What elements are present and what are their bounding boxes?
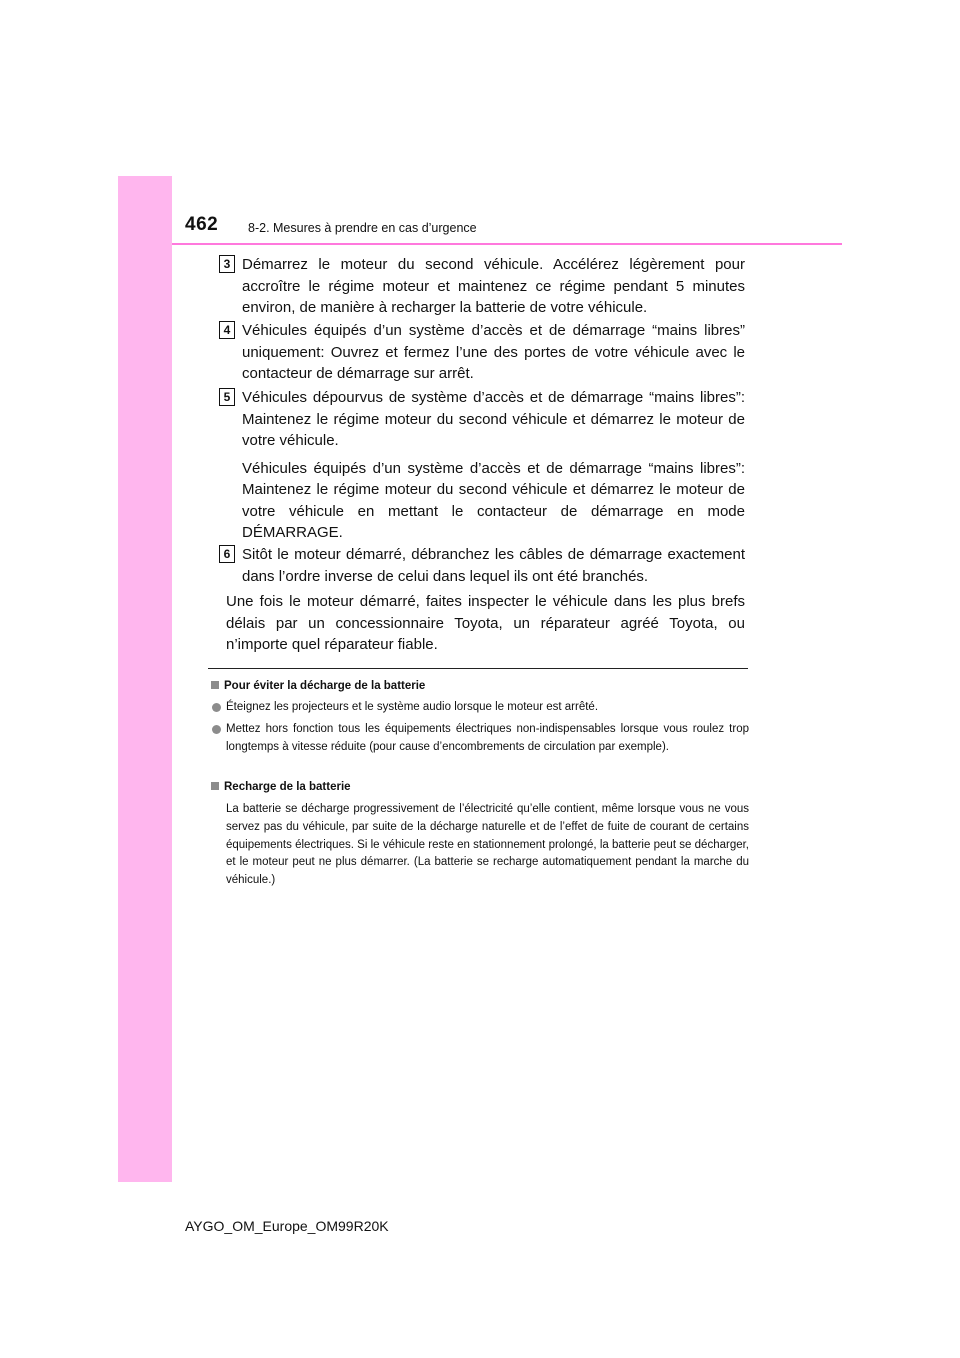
note-heading-text: Pour éviter la décharge de la batterie <box>224 680 426 692</box>
step-text: Démarrez le moteur du second véhicule. Accélérez légèrement pour accroître le régime moteur et maintenez ce régime pendant 5 minutes environ, de manière à recharger la batterie de votre véhicule. <box>242 256 745 316</box>
notes-divider <box>208 668 748 669</box>
note-bullet-text: Mettez hors fonction tous les équipements électriques non-indispensables lorsque vous roulez trop longtemps à vitesse réduite (pour cause d’encombrements de circulation par exemple). <box>226 723 749 753</box>
chapter-sidebar-tab <box>118 176 172 1182</box>
page-number: 462 <box>185 214 219 235</box>
note-body-recharge: La batterie se décharge progressivement de l’électricité qu’elle contient, même lorsque vous ne vous servez pas du véhicule, par suite de la décharge naturelle et de l’effet de fuite de courant de certains équipements électriques. Si le véhicule reste en stationnement prolongé, la batterie peut se décharger, et le moteur peut ne plus démarrer. (La batterie se recharge automatiquement pendant la marche du véhicule.) <box>226 803 749 887</box>
step-5 <box>219 387 745 544</box>
step-text: Véhicules dépourvus de système d’accès et de démarrage “mains libres”: Maintenez le régime moteur du second véhicule et démarrez le moteur de votre véhicule. <box>242 389 745 449</box>
square-bullet-icon <box>211 782 219 790</box>
step-number-badge: 3 <box>219 255 235 273</box>
step-6 <box>219 544 745 587</box>
footer-doc-id: AYGO_OM_Europe_OM99R20K <box>185 1218 389 1234</box>
section-title: 8-2. Mesures à prendre en cas d’urgence <box>248 221 477 235</box>
circle-bullet-icon <box>212 703 221 712</box>
note-bullet <box>212 699 749 717</box>
step-number-badge: 6 <box>219 545 235 563</box>
step-text: Sitôt le moteur démarré, débranchez les câbles de démarrage exactement dans l’ordre inverse de celui dans lequel ils ont été branchés. <box>242 546 745 585</box>
note-heading-recharge <box>211 781 351 793</box>
step-text: Véhicules équipés d’un système d’accès et de démarrage “mains libres” uniquement: Ouvrez et fermez l’une des portes de votre véhicule avec le contacteur de démarrage sur arrêt. <box>242 322 745 382</box>
square-bullet-icon <box>211 681 219 689</box>
closing-paragraph: Une fois le moteur démarré, faites inspecter le véhicule dans les plus brefs délais par un concessionnaire Toyota, un réparateur agréé Toyota, ou n’importe quel réparateur fiable. <box>226 593 745 653</box>
step-4 <box>219 320 745 385</box>
step-number-badge: 5 <box>219 388 235 406</box>
note-bullet-text: Éteignez les projecteurs et le système audio lorsque le moteur est arrêté. <box>226 701 599 713</box>
header-divider <box>172 243 842 245</box>
circle-bullet-icon <box>212 725 221 734</box>
step-text-alternate: Véhicules équipés d’un système d’accès et de démarrage “mains libres”: Maintenez le régime moteur du second véhicule et démarrez le moteur de votre véhicule en mettant le contacteur de démarrage en mode DÉMARRAGE. <box>242 459 745 541</box>
note-heading-discharge <box>211 680 425 692</box>
step-number-badge: 4 <box>219 321 235 339</box>
note-heading-text: Recharge de la batterie <box>224 781 351 793</box>
note-bullet <box>212 721 749 756</box>
step-3 <box>219 254 745 319</box>
